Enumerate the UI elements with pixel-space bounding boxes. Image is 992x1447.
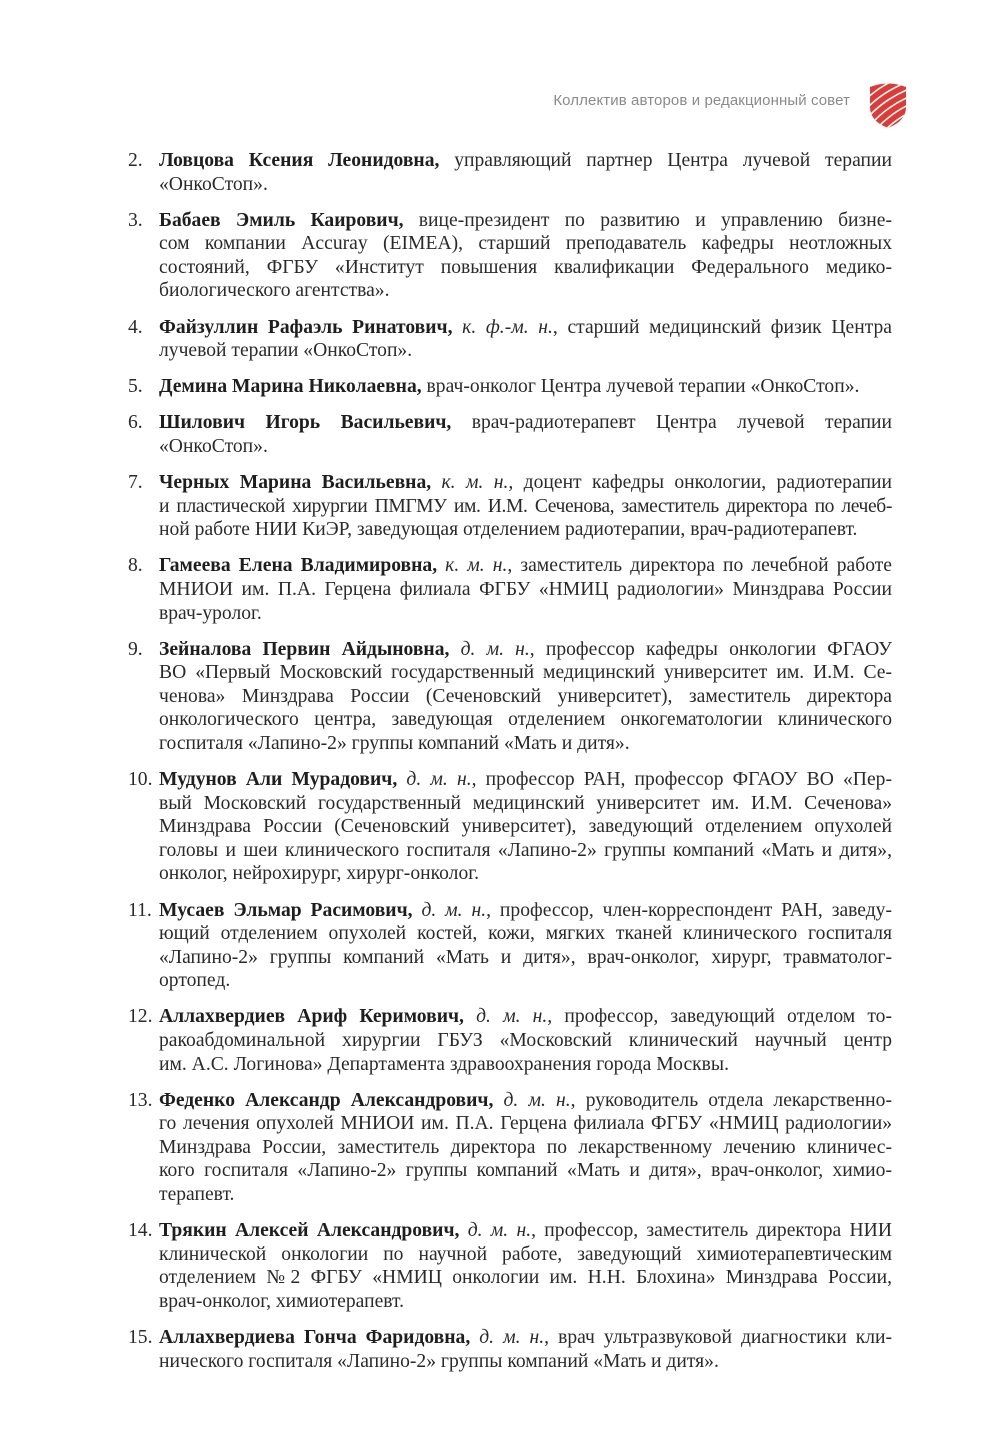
author-name: Мудунов Али Мурадович, — [159, 769, 398, 791]
entry-text: «ОнкоСтоп». — [159, 173, 268, 195]
entry-text: , профессор, член-корреспондент РАН, заведу- — [486, 899, 893, 921]
entry-text: , врач ультразвуковой диагностики кли- — [544, 1327, 893, 1349]
entry-text: ющий отделением опухолей костей, кожи, мягких тканей клинического госпиталя — [159, 923, 892, 945]
academic-degree: д. м. н. — [459, 1220, 532, 1242]
entry-line — [159, 661, 892, 685]
author-entry — [128, 554, 892, 625]
entry-line — [159, 708, 892, 732]
entry-line — [159, 232, 892, 256]
entry-text: отделением №2 ФГБУ «НМИЦ онкологии им. Н.Н. Блохина» Минздрава России, — [159, 1267, 892, 1289]
academic-degree: д. м. н. — [470, 1327, 545, 1349]
entry-line — [159, 149, 892, 173]
entry-line — [159, 732, 892, 756]
entry-line — [159, 256, 892, 280]
entry-line — [159, 862, 892, 886]
author-entry — [128, 375, 892, 399]
entry-text: , профессор РАН, профессор ФГАОУ ВО «Пер- — [471, 769, 892, 791]
entry-line — [159, 1053, 892, 1077]
entry-line — [159, 922, 892, 946]
entry-number: 10. — [128, 769, 153, 791]
author-entry — [128, 1219, 892, 1313]
entry-line — [159, 1089, 892, 1113]
author-name: Бабаев Эмиль Каирович, — [159, 209, 404, 231]
entry-line — [159, 768, 892, 792]
entry-line — [159, 1243, 892, 1267]
entry-text: кого госпиталя «Лапино-2» группы компаний «Мать и дитя», врач-онколог, химио- — [159, 1160, 892, 1182]
entry-text: врач-онколог Центра лучевой терапии «ОнкоСтоп». — [421, 376, 860, 398]
entry-text: госпиталя «Лапино-2» группы компаний «Мать и дитя». — [159, 732, 630, 754]
entry-number: 6. — [128, 412, 143, 434]
entry-text: , старший медицинский физик Центра — [552, 316, 892, 338]
author-entry — [128, 1326, 892, 1373]
entry-text: Минздрава России, заместитель директора по лекарственному лечению клиничес- — [159, 1136, 892, 1158]
entry-text: Минздрава России (Сеченовский университет), заведующий отделением опухолей — [159, 816, 892, 838]
author-entry — [128, 768, 892, 886]
academic-degree: к. ф.-м. н. — [452, 316, 553, 338]
entry-line — [159, 1112, 892, 1136]
entry-text: клинической онкологии по научной работе, заведующий химиотерапевтическим — [159, 1243, 892, 1265]
entry-text: онколог, нейрохирург, хирург-онколог. — [159, 863, 479, 885]
author-name: Зейналова Первин Айдыновна, — [159, 638, 450, 660]
entry-text: сом компании Accuray (EIMEA), старший преподаватель кафедры неотложных — [159, 233, 892, 255]
entry-text: управляющий партнер Центра лучевой терапии — [439, 150, 892, 171]
entry-line — [159, 411, 892, 435]
entry-line — [159, 638, 892, 662]
entry-line — [159, 554, 892, 578]
academic-degree: д. м. н. — [449, 638, 530, 660]
entry-number: 4. — [128, 316, 143, 338]
academic-degree: д. м. н. — [412, 899, 487, 921]
running-header: Коллектив авторов и редакционный совет — [553, 92, 850, 109]
entry-text: головы и шеи клинического госпиталя «Лапино-2» группы компаний «Мать и дитя», — [159, 839, 892, 861]
entry-number: 13. — [128, 1089, 153, 1111]
entry-line — [159, 1326, 892, 1350]
author-entry — [128, 899, 892, 993]
entry-number: 3. — [128, 209, 143, 231]
author-entry — [128, 638, 892, 756]
entry-number: 9. — [128, 638, 143, 660]
author-name: Аллахвердиев Ариф Керимович, — [159, 1006, 464, 1028]
entry-line — [159, 839, 892, 863]
entry-line — [159, 375, 892, 399]
entry-text: нического госпиталя «Лапино-2» группы компаний «Мать и дитя». — [159, 1350, 719, 1372]
entry-line — [159, 1219, 892, 1243]
entry-number: 11. — [128, 899, 152, 921]
entry-line — [159, 1350, 892, 1374]
author-entry — [128, 471, 892, 542]
authors-list — [128, 149, 892, 1386]
entry-text: «Лапино-2» группы компаний «Мать и дитя», врач-онколог, хирург, травматолог- — [159, 946, 892, 968]
entry-text: лучевой терапии «ОнкоСтоп». — [159, 340, 413, 362]
author-name: Гамеева Елена Владимировна, — [159, 555, 438, 577]
entry-line — [159, 578, 892, 602]
entry-line — [159, 1029, 892, 1053]
entry-text: МНИОИ им. П.А. Герцена филиала ФГБУ «НМИЦ радиологии» Минздрава России — [159, 578, 892, 600]
author-name: Шилович Игорь Васильевич, — [159, 412, 452, 434]
entry-text: го лечения опухолей МНИОИ им. П.А. Герцена филиала ФГБУ «НМИЦ радиологии» — [159, 1113, 892, 1135]
entry-text: , профессор кафедры онкологии ФГАОУ — [529, 638, 892, 660]
author-entry — [128, 1005, 892, 1076]
author-entry — [128, 149, 892, 196]
entry-text: врач-радиотерапевт Центра лучевой терапии — [451, 412, 892, 434]
entry-line — [159, 946, 892, 970]
entry-number: 12. — [128, 1006, 153, 1028]
author-name: Черных Марина Васильевна, — [159, 472, 432, 494]
entry-text: , руководитель отдела лекарственно- — [570, 1089, 892, 1111]
entry-text: , заместитель директора по лечебной работе — [507, 555, 892, 577]
entry-line — [159, 899, 892, 923]
author-name: Файзуллин Рафаэль Ринатович, — [159, 316, 453, 338]
entry-number: 5. — [128, 376, 143, 398]
entry-text: ной работе НИИ КиЭР, заведующая отделением радиотерапии, врач-радиотерапевт. — [159, 519, 858, 541]
entry-number: 15. — [128, 1327, 153, 1349]
entry-line — [159, 435, 892, 459]
entry-text: ракоабдоминальной хирургии ГБУЗ «Московский клинический научный центр — [159, 1030, 892, 1051]
academic-degree: д. м. н. — [493, 1089, 571, 1111]
entry-line — [159, 1266, 892, 1290]
entry-text: ВО «Первый Московский государственный медицинский университет им. И.М. Се- — [159, 662, 892, 684]
academic-degree: д. м. н. — [397, 769, 472, 791]
entry-text: ченова» Минздрава России (Сеченовский университет), заместитель директора — [159, 685, 892, 707]
entry-line — [159, 471, 892, 495]
entry-line — [159, 1290, 892, 1314]
entry-line — [159, 209, 892, 233]
author-name: Ловцова Ксения Леонидовна, — [159, 150, 440, 171]
entry-text: состояний, ФГБУ «Институт повышения квалификации Федерального медико- — [159, 256, 892, 278]
entry-line — [159, 279, 892, 303]
entry-text: доцент кафедры онкологии, радиотерапии — [513, 472, 892, 494]
author-name: Демина Марина Николаевна, — [159, 376, 422, 398]
author-entry — [128, 209, 892, 303]
author-entry — [128, 411, 892, 458]
entry-line — [159, 1183, 892, 1207]
academic-degree: к. м. н., — [431, 472, 514, 494]
entry-line — [159, 518, 892, 542]
author-name: Феденко Александр Александрович, — [159, 1089, 494, 1111]
entry-text: вице-президент по развитию и управлению бизне- — [403, 209, 892, 231]
entry-text: врач-уролог. — [159, 602, 262, 624]
entry-number: 7. — [128, 472, 143, 494]
entry-line — [159, 1005, 892, 1029]
entry-line — [159, 316, 892, 340]
shield-fingerprint-icon — [866, 81, 910, 129]
entry-line — [159, 339, 892, 363]
entry-text: биологического агентства». — [159, 280, 390, 302]
entry-line — [159, 969, 892, 993]
entry-line — [159, 602, 892, 626]
author-entry — [128, 316, 892, 363]
entry-text: и пластической хирургии ПМГМУ им. И.М. Сеченова, заместитель директора по лечеб- — [159, 495, 892, 517]
entry-text: онкологического центра, заведующая отделением онкогематологии клинического — [159, 709, 892, 731]
entry-text: вый Московский государственный медицинский университет им. И.М. Сеченова» — [159, 792, 892, 814]
entry-number: 14. — [128, 1220, 153, 1242]
entry-line — [159, 1159, 892, 1183]
author-name: Трякин Алексей Александрович, — [159, 1220, 460, 1242]
entry-line — [159, 685, 892, 709]
entry-text: им. А.С. Логинова» Департамента здравоохранения города Москвы. — [159, 1053, 729, 1075]
entry-text: врач-онколог, химиотерапевт. — [159, 1290, 405, 1312]
entry-text: «ОнкоСтоп». — [159, 435, 268, 457]
entry-line — [159, 1136, 892, 1160]
entry-number: 2. — [128, 150, 143, 171]
entry-text: ортопед. — [159, 970, 231, 992]
author-name: Мусаев Эльмар Расимович, — [159, 899, 413, 921]
entry-line — [159, 173, 892, 197]
academic-degree: к. м. н. — [437, 555, 508, 577]
academic-degree: д. м. н., — [463, 1006, 553, 1028]
entry-number: 8. — [128, 555, 143, 577]
entry-line — [159, 495, 892, 519]
entry-text: терапевт. — [159, 1184, 235, 1206]
author-name: Аллахвердиева Гонча Фаридовна, — [159, 1327, 471, 1349]
entry-line — [159, 815, 892, 839]
entry-text: , профессор, заместитель директора НИИ — [531, 1220, 892, 1242]
entry-text: профессор, заведующий отделом то- — [552, 1006, 892, 1028]
author-entry — [128, 1089, 892, 1207]
entry-line — [159, 792, 892, 816]
